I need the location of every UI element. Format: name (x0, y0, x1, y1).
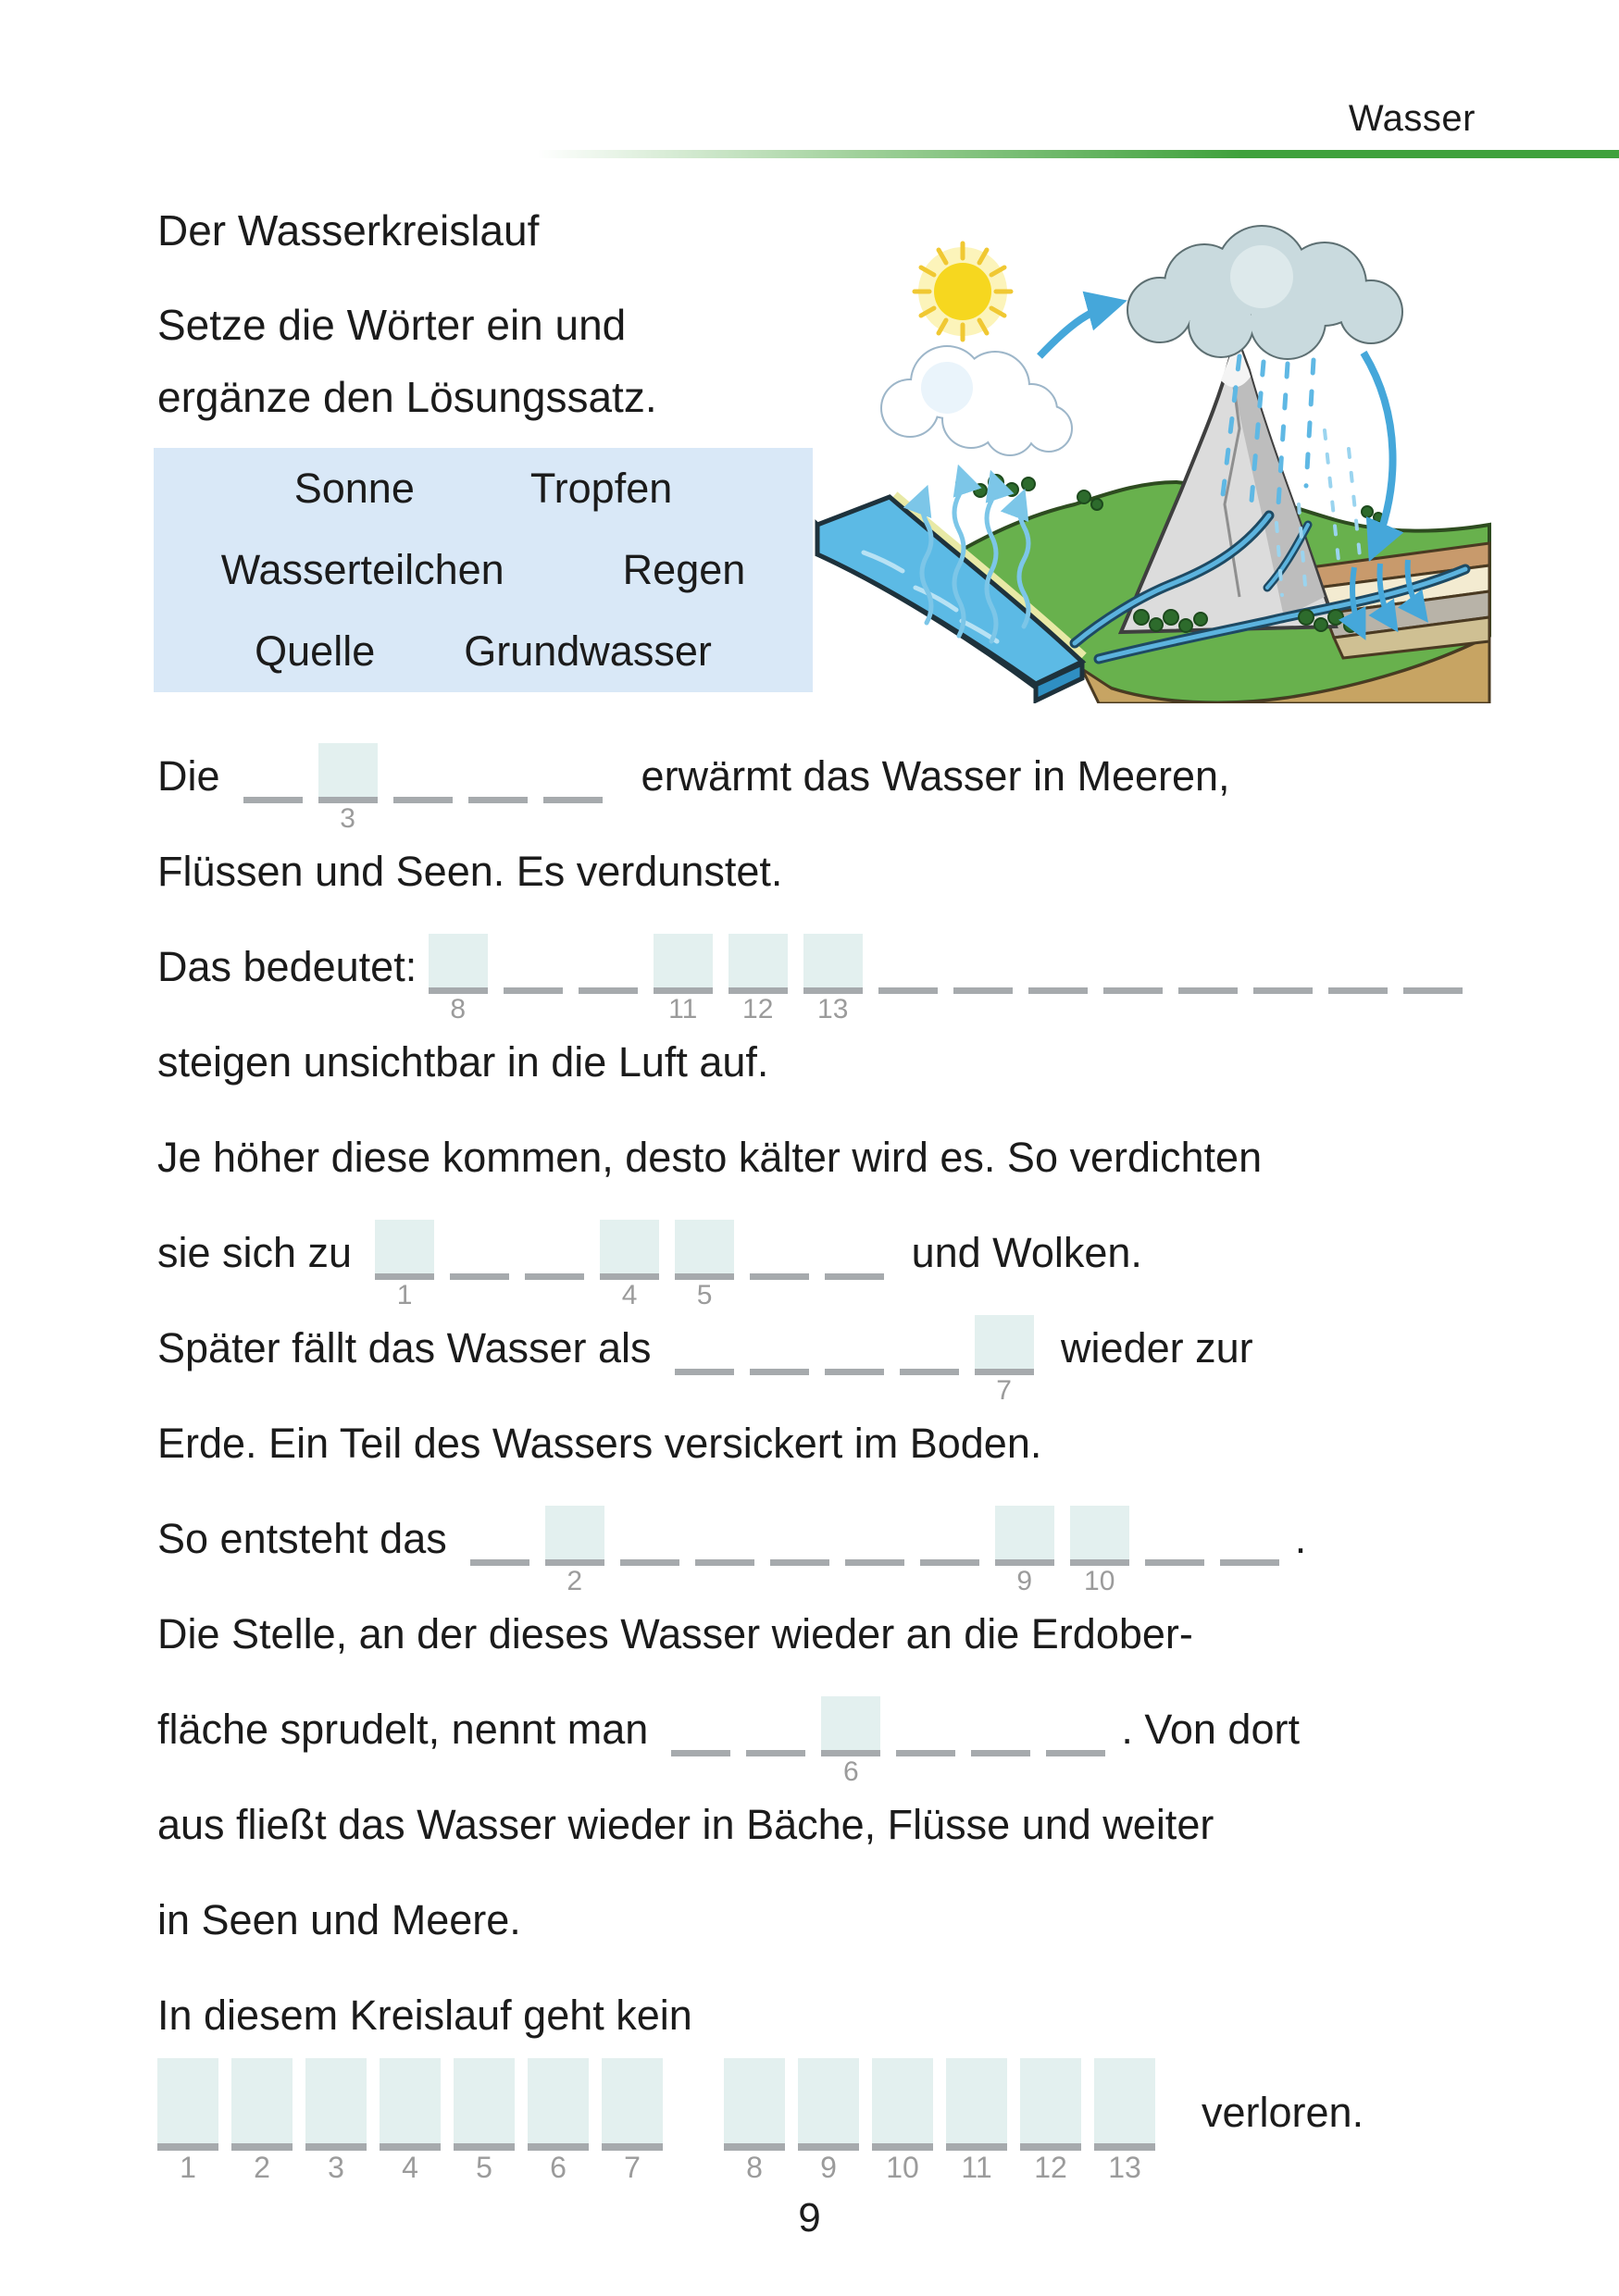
answer-blank (770, 1506, 829, 1566)
text-line (157, 919, 1564, 1024)
answer-blank (468, 743, 528, 803)
answer-blank (543, 743, 603, 803)
blank-number: 11 (668, 994, 698, 1024)
answer-blank (825, 1220, 884, 1280)
text-line (157, 1300, 1564, 1406)
answer-blank (825, 1315, 884, 1375)
page-title: Der Wasserkreislauf (157, 206, 540, 254)
solution-box-number: 8 (746, 2151, 763, 2184)
answer-blank-highlighted (545, 1506, 604, 1596)
answer-blank (1220, 1506, 1279, 1566)
answer-blank (1103, 934, 1163, 994)
text-line (157, 1491, 1564, 1596)
answer-blank (878, 934, 938, 994)
blank-number: 5 (696, 1280, 713, 1310)
answer-blank (470, 1506, 529, 1566)
text-segment: wieder zur (1049, 1324, 1253, 1371)
text-segment: aus fließt das Wasser wieder in Bäche, Flüsse und weiter (157, 1801, 1214, 1848)
text-line (157, 1014, 1564, 1110)
solution-box-number: 6 (550, 2151, 567, 2184)
text-line (157, 1396, 1564, 1491)
chapter-header: Wasser (1348, 98, 1476, 139)
sun-icon (915, 243, 1011, 340)
text-line (157, 1967, 1564, 2063)
answer-blank (971, 1696, 1030, 1756)
solution-box-number: 10 (886, 2151, 919, 2184)
solution-box-number: 13 (1108, 2151, 1141, 2184)
answer-blank-highlighted (375, 1220, 434, 1310)
blank-number: 7 (996, 1375, 1012, 1406)
text-segment: erwärmt das Wasser in Meeren, (617, 752, 1230, 800)
answer-blank (896, 1696, 955, 1756)
text-segment: In diesem Kreislauf geht kein (157, 1992, 692, 2039)
solution-letter-box (231, 2058, 293, 2184)
blank-number: 12 (742, 994, 774, 1024)
blank-number: 13 (817, 994, 849, 1024)
text-line (157, 824, 1564, 919)
water-cycle-illustration (806, 199, 1491, 703)
answer-blank (920, 1506, 979, 1566)
answer-blank-highlighted (975, 1315, 1034, 1406)
cloud-icon (882, 347, 1071, 454)
answer-blank (1028, 934, 1088, 994)
blank-number: 3 (340, 803, 355, 834)
body-text (157, 728, 1564, 2187)
word-option: Grundwasser (464, 627, 712, 675)
page-number: 9 (798, 2195, 821, 2240)
text-segment: . Von dort (1121, 1706, 1300, 1753)
word-option: Tropfen (529, 465, 673, 512)
solution-letter-box (872, 2058, 933, 2184)
blank-number: 8 (450, 994, 467, 1024)
answer-blank-highlighted (429, 934, 488, 1024)
text-line (157, 1682, 1564, 1787)
solution-box-number: 2 (254, 2151, 270, 2184)
cloud-transport-arrow (1040, 304, 1115, 356)
solution-box-number: 4 (402, 2151, 418, 2184)
answer-blank (1328, 934, 1388, 994)
word-option: Sonne (293, 465, 415, 512)
text-segment: in Seen und Meere. (157, 1896, 521, 1943)
solution-letter-box (798, 2058, 859, 2184)
text-segment: Später fällt das Wasser als (157, 1324, 675, 1371)
text-segment: Erde. Ein Teil des Wassers versickert im Boden. (157, 1420, 1042, 1467)
text-segment: So entsteht das (157, 1515, 470, 1562)
header-accent-line (537, 150, 1619, 158)
word-box-rows (154, 448, 813, 692)
answer-blank (750, 1315, 809, 1375)
text-segment: steigen unsichtbar in die Luft auf. (157, 1038, 769, 1086)
text-segment: Die Stelle, an der dieses Wasser wieder an die Erdober- (157, 1610, 1193, 1657)
word-option: Quelle (255, 627, 376, 675)
answer-blank (675, 1315, 734, 1375)
text-segment: Die (157, 752, 243, 800)
text-segment: Das bedeutet: (157, 943, 429, 990)
text-line (157, 1110, 1564, 1205)
blank-number: 2 (567, 1566, 583, 1596)
answer-blank (1046, 1696, 1105, 1756)
answer-blank (953, 934, 1013, 994)
blank-number: 1 (396, 1280, 413, 1310)
answer-blank (900, 1315, 959, 1375)
solution-box-number: 9 (820, 2151, 837, 2184)
solution-letter-box (1094, 2058, 1155, 2184)
answer-blank (525, 1220, 584, 1280)
solution-box-number: 5 (476, 2151, 492, 2184)
text-line (157, 728, 1564, 834)
solution-letter-box (380, 2058, 441, 2184)
solution-letter-box (157, 2058, 218, 2184)
water-cycle-svg (806, 199, 1491, 703)
solution-box-number: 7 (624, 2151, 641, 2184)
solution-box-number: 1 (180, 2151, 196, 2184)
solution-letter-box (454, 2058, 515, 2184)
answer-blank (393, 743, 453, 803)
answer-blank (620, 1506, 679, 1566)
answer-blank (1403, 934, 1463, 994)
answer-blank (746, 1696, 805, 1756)
text-segment: Flüssen und Seen. Es verdunstet. (157, 848, 783, 895)
word-box-row (154, 611, 813, 692)
text-segment: . (1294, 1515, 1307, 1562)
text-segment: sie sich zu (157, 1229, 376, 1276)
answer-blank-highlighted (821, 1696, 880, 1787)
answer-blank (450, 1220, 509, 1280)
rain-cloud-icon (1128, 227, 1401, 358)
word-option: Wasserteilchen (220, 546, 504, 593)
answer-blank (504, 934, 563, 994)
answer-blank-highlighted (1070, 1506, 1129, 1596)
text-line (157, 1872, 1564, 1967)
answer-blank-highlighted (600, 1220, 659, 1310)
solution-letter-box (602, 2058, 663, 2184)
instructions (157, 289, 657, 433)
solution-post-text: verloren. (1202, 2089, 1364, 2136)
word-box (154, 448, 813, 692)
solution-box-number: 11 (961, 2151, 992, 2184)
answer-blank (1253, 934, 1313, 994)
solution-letter-box (305, 2058, 367, 2184)
solution-letter-box (528, 2058, 589, 2184)
solution-letter-box (946, 2058, 1007, 2184)
text-segment: Je höher diese kommen, desto kälter wird es. So verdichten (157, 1134, 1263, 1181)
solution-box-number: 12 (1034, 2151, 1067, 2184)
text-segment: fläche sprudelt, nennt man (157, 1706, 672, 1753)
text-line (157, 1205, 1564, 1310)
solution-letter-box (1020, 2058, 1081, 2184)
word-option: Regen (622, 546, 746, 593)
word-box-row (154, 529, 813, 611)
answer-blank-highlighted (803, 934, 863, 1024)
text-line (157, 1777, 1564, 1872)
answer-blank-highlighted (318, 743, 378, 834)
answer-blank (1178, 934, 1238, 994)
blank-number: 6 (843, 1756, 859, 1787)
text-segment: und Wolken. (900, 1229, 1142, 1276)
blank-number: 4 (621, 1280, 638, 1310)
instruction-line: ergänze den Lösungssatz. (157, 373, 657, 421)
blank-number: 10 (1084, 1566, 1115, 1596)
solution-row (157, 2057, 1564, 2187)
instruction-line: Setze die Wörter ein und (157, 301, 627, 349)
answer-blank-highlighted (654, 934, 713, 1024)
answer-blank-highlighted (675, 1220, 734, 1310)
answer-blank (579, 934, 638, 994)
blank-number: 9 (1016, 1566, 1033, 1596)
answer-blank-highlighted (729, 934, 788, 1024)
answer-blank (243, 743, 303, 803)
text-line (157, 1586, 1564, 1682)
answer-blank (845, 1506, 904, 1566)
answer-blank (750, 1220, 809, 1280)
answer-blank (1145, 1506, 1204, 1566)
solution-letter-box (724, 2058, 785, 2184)
answer-blank (671, 1696, 730, 1756)
solution-box-number: 3 (328, 2151, 344, 2184)
answer-blank-highlighted (995, 1506, 1054, 1596)
word-box-row (154, 448, 813, 529)
answer-blank (695, 1506, 754, 1566)
